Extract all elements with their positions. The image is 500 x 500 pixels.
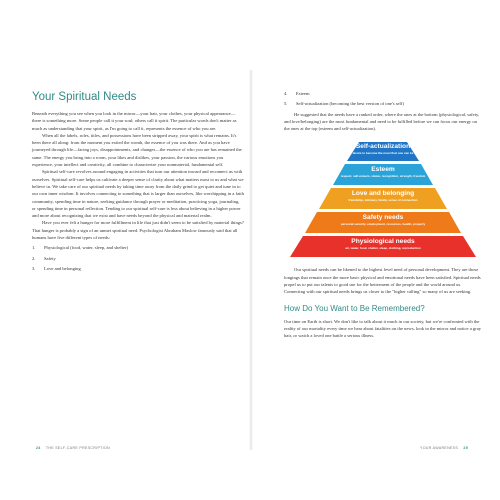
list-number: 2. (32, 255, 36, 261)
tier-title: Safety needs (362, 214, 404, 222)
body-paragraph: Spiritual self-care revolves around engaging in activities that turn our attention inward and reconnect us with ourselves. Spiritual self-care helps us cultivate a deeper sense of clarity about what matters most to us and what we believe in. We take care of our spiritual needs by taking time away from the daily grind to get quiet and tune in to our own inner wisdom. It involves connecting to something that is larger than ourselves, like worshipping in a faith community, spending time in nature, seeking guidance through prayer or meditation, practicing yoga, journaling, or spending time in personal reflection. Tending to our spiritual self-care is less about believing in a higher power and more about recognizing that we exist and have needs beyond the physical and material realm. (32, 169, 244, 219)
subsection-heading: How Do You Want to Be Remembered? (284, 303, 425, 313)
list-number: 1. (32, 245, 36, 251)
tier-label-4 (288, 214, 478, 226)
list-item (32, 255, 244, 262)
page-number: 25 (463, 446, 469, 450)
running-title: THE SELF-CARE PRESCRIPTION (45, 446, 110, 450)
book-gutter (249, 70, 253, 450)
right-page (284, 90, 482, 450)
tier-title: Love and belonging (351, 190, 415, 198)
list-item (32, 244, 244, 251)
left-page (32, 90, 244, 450)
body-paragraph: He suggested that the needs have a ranked order, where the ones at the bottom (physiological, safety, and love/belonging) are the most fundamental and need to be fulfilled before we can focus our energy on the ones at the top (esteem and self-actualization). (284, 111, 480, 132)
needs-list-continued (284, 90, 482, 108)
tier-subtitle: friendship, intimacy, family, sense of connection (348, 198, 418, 203)
right-footer (420, 446, 472, 450)
list-text: Self-actualization (becoming the best version of one's self) (296, 101, 404, 107)
tier-label-5 (288, 238, 478, 250)
tier-title: Physiological needs (351, 238, 415, 246)
body-paragraph: Our spiritual needs can be likened to the highest level need of personal development. They are those longings that remain once the more basic physical and emotional needs have been satisfied. Spiritual needs propel us to put our talents to good use for the betterment of the people and the world around us. Connecting with our spiritual needs brings us closer to the "higher calling" so many of us are seeking. (284, 267, 481, 295)
body-paragraph: When all the labels, roles, titles, and possessions have been stripped away, your spirit is what remains. It's been there all along: from the moment you exited the womb, the essence of you was there. And as you have journeyed through life—facing joys, disappointments, and changes—the essence of who you are has remained the same. The energy you bring into a room, your likes and dislikes, your passion, the various emotions you experience, your intellect and creativity, all combine to characterize your nonmaterial, fundamental self. (32, 132, 242, 168)
section-heading: Your Spiritual Needs (32, 91, 137, 103)
list-number: 4. (284, 91, 288, 96)
list-number: 5. (284, 101, 288, 107)
maslow-pyramid (288, 140, 478, 258)
tier-subtitle: desire to become the most that one can be (352, 151, 414, 156)
body-paragraph: Our time on Earth is short. We don't like to talk about it much in our society, but we're confronted with the reality of our mortality every time we hear about fatalities on the news, look in the mirror and notice a gray hair, or watch a loved one battle a serious illness. (284, 318, 482, 339)
body-paragraph: Beneath everything you see when you look in the mirror—your hair, your clothes, your physical appearance—there is something more. Some people call it your soul; others call it spirit. The particular words don't matter as much as understanding that your spirit, as I'm going to call it, represents the essence of who you are. (32, 111, 237, 131)
list-item (284, 90, 482, 97)
list-text: Esteem (296, 91, 310, 96)
list-text: Love and belonging (44, 265, 81, 271)
list-number: 3. (32, 265, 36, 271)
list-item (32, 265, 244, 272)
tier-title: Self-actualization (355, 143, 411, 151)
tier-label-1 (288, 143, 478, 155)
list-item (284, 100, 482, 107)
needs-list (32, 244, 244, 272)
tier-label-3 (288, 190, 478, 202)
list-text: Safety (44, 255, 56, 261)
tier-label-2 (288, 166, 478, 178)
left-footer (32, 446, 110, 450)
body-paragraph: Have you ever felt a hunger for more fulfillment in life that just didn't seem to be satisfied by material things? That hunger is probably a sign of an unmet spiritual need. Psychologist Abraham Maslow famously said that all humans have five different types of needs: (32, 220, 244, 241)
tier-title: Esteem (371, 166, 395, 174)
page-number: 24 (36, 446, 41, 450)
tier-subtitle: air, water, food, shelter, sleep, clothing, reproduction (345, 246, 421, 251)
tier-subtitle: personal security, employment, resources, health, property (340, 222, 426, 227)
tier-subtitle: respect, self-esteem, status, recognition, strength, freedom (340, 174, 426, 179)
list-text: Physiological (food, water, sleep, and shelter) (44, 245, 129, 251)
running-title: YOUR AWARENESS (420, 446, 459, 450)
